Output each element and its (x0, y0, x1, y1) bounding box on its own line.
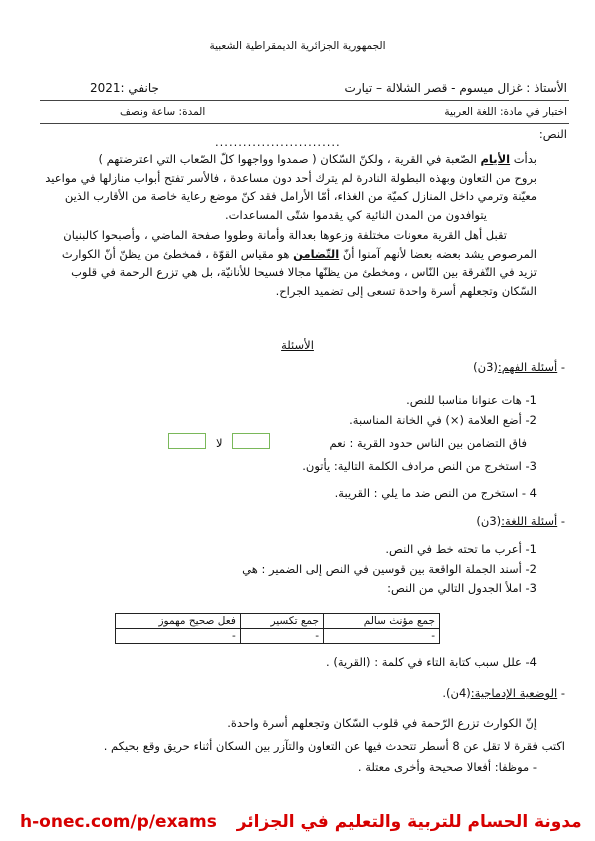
language-points: (3ن) (476, 514, 502, 528)
lang-q1: 1- أعرب ما تحته خط في النص. (385, 542, 537, 556)
p1-start: بدأت (510, 152, 537, 166)
p2-line2-a: المرصوص يشد بعضه بعضا لأنهم آمنوا أنّ (339, 246, 537, 261)
lang-q4: 4- علل سبب كتابة التاء في كلمة : (القرية) . (326, 655, 537, 669)
paragraph-2-line-1: تقبل أهل القرية معونات مختلفة وزعوها بعدالة وأمانة وطووا صفحة الماضي ، وأصبحوا كالبنيان (63, 228, 507, 242)
footer-watermark (20, 812, 582, 836)
yes-checkbox[interactable] (232, 433, 270, 449)
integration-task: اكتب فقرة لا تقل عن 8 أسطر تتحدث فيها عن التعاون والتآزر بين السكان أثناء حريق وقع بحيكم . (103, 739, 565, 753)
integration-points: (4ن). (442, 686, 471, 700)
comp-q2: 2- أضع العلامة (×) في الخانة المناسبة. (349, 413, 537, 427)
no-checkbox[interactable] (168, 433, 206, 449)
comprehension-title: أسئلة الفهم: (497, 360, 558, 374)
underlined-word-days: الأيام (480, 152, 511, 166)
table-cell[interactable]: - (323, 629, 439, 644)
table-row (116, 629, 440, 644)
comp-q1: 1- هات عنوانا مناسبا للنص. (406, 393, 537, 407)
comp-q4: 4 - استخرج من النص ضد ما يلي : القريبة. (334, 486, 537, 500)
paragraph-2-line-3: تزيد في التّفرقة بين النّاس ، ومخطئ من يظنّها مجالا فسيحا للأنانيّة، بل هي تزرع الرحمة في قلوب (71, 265, 537, 279)
paragraph-2 (37, 226, 537, 300)
exam-subject: اختبار في مادة: اللغة العربية (444, 106, 567, 118)
header-rule-2 (40, 123, 569, 124)
paragraph-1 (37, 150, 537, 224)
no-label: لا (216, 436, 223, 450)
text-label: النص: (538, 127, 567, 141)
p1-rest: الصّعبة في القرية ، ولكنّ السّكان ( صمدوا وواجهوا كلّ الصّعاب التي اعترضتهم ) (98, 152, 481, 166)
text-dots: ........................... (215, 135, 341, 149)
underlined-word-solidarity: التّضامن (293, 246, 340, 261)
exam-date: جانفي :2021 (90, 81, 159, 95)
words-table (115, 613, 440, 644)
lang-q2: 2- أسند الجملة الواقعة بين قوسين في النص إلى الضمير : هي (242, 562, 537, 576)
comprehension-points: (3ن) (473, 360, 498, 374)
table-header-cell: فعل صحيح مهموز (116, 614, 241, 629)
integration-hint: - موظفا: أفعالا صحيحة وأخرى معتلة . (357, 760, 537, 774)
republic-title: الجمهورية الجزائرية الديمقراطية الشعبية (209, 40, 386, 52)
language-heading: - أسئلة اللغة:(3ن) (476, 514, 565, 528)
footer-blog-name: مدونة الحسام للتربية والتعليم في الجزائر (236, 812, 582, 832)
paragraph-1-line-2: بروح من التعاون وبهذه البطولة النادرة لم يترك أحد دون مساعدة ، فالأسر تفتح أبواب منازلها في مواعيد (45, 170, 537, 185)
comp-q3: 3- استخرج من النص مرادف الكلمة التالية: يأتون. (302, 459, 537, 473)
table-header-row (116, 614, 440, 629)
lang-q3: 3- املأ الجدول التالي من النص: (387, 581, 537, 595)
table-header-cell: جمع تكسير (240, 614, 323, 629)
integration-quote: إنّ الكوارث تزرع الرّحمة في قلوب السّكان وتجعلهم أسرة واحدة. (227, 716, 537, 730)
table-cell[interactable]: - (240, 629, 323, 644)
paragraph-1-line-3: معيّنة وترمي داخل المنازل كميّة من الغذاء، أمّا الأرامل فقد كنّ موضع رعاية خاصة من الأقارب الذين (64, 189, 537, 203)
footer-url[interactable]: h-onec.com/p/exams (20, 812, 217, 832)
integration-hint-text: موظفا: أفعالا صحيحة وأخرى معتلة . (357, 760, 530, 774)
paragraph-2-line-2 (37, 245, 537, 264)
table-cell[interactable]: - (116, 629, 241, 644)
comprehension-heading: - أسئلة الفهم:(3ن) (473, 360, 565, 374)
header-rule (40, 100, 569, 101)
paragraph-2-line-4: السّكان وتجعلهم أسرة واحدة تسعى إلى تضميد الجراح. (275, 283, 537, 298)
teacher-line: الأستاذ : غزال ميسوم - قصر الشلالة – تيارت (344, 81, 567, 95)
paragraph-1-line-1 (37, 150, 537, 169)
integration-heading: - الوضعية الإدماجية:(4ن). (442, 686, 565, 700)
p2-line2-c: هو مقياس القوّة ، فمخطئ من يظنّ أنّ الكوارث (61, 246, 294, 261)
questions-title: الأسئلة (281, 338, 314, 352)
paragraph-1-line-4: يتوافدون من المدن النائية كي يقدموا شتّى المساعدات. (225, 207, 487, 222)
comp-q2-statement: فاق التضامن بين الناس حدود القرية : نعم (329, 436, 527, 450)
exam-duration: المدة: ساعة ونصف (120, 106, 206, 118)
language-title: أسئلة اللغة: (501, 514, 558, 528)
integration-title: الوضعية الإدماجية: (470, 686, 558, 700)
table-header-cell: جمع مؤنث سالم (323, 614, 439, 629)
